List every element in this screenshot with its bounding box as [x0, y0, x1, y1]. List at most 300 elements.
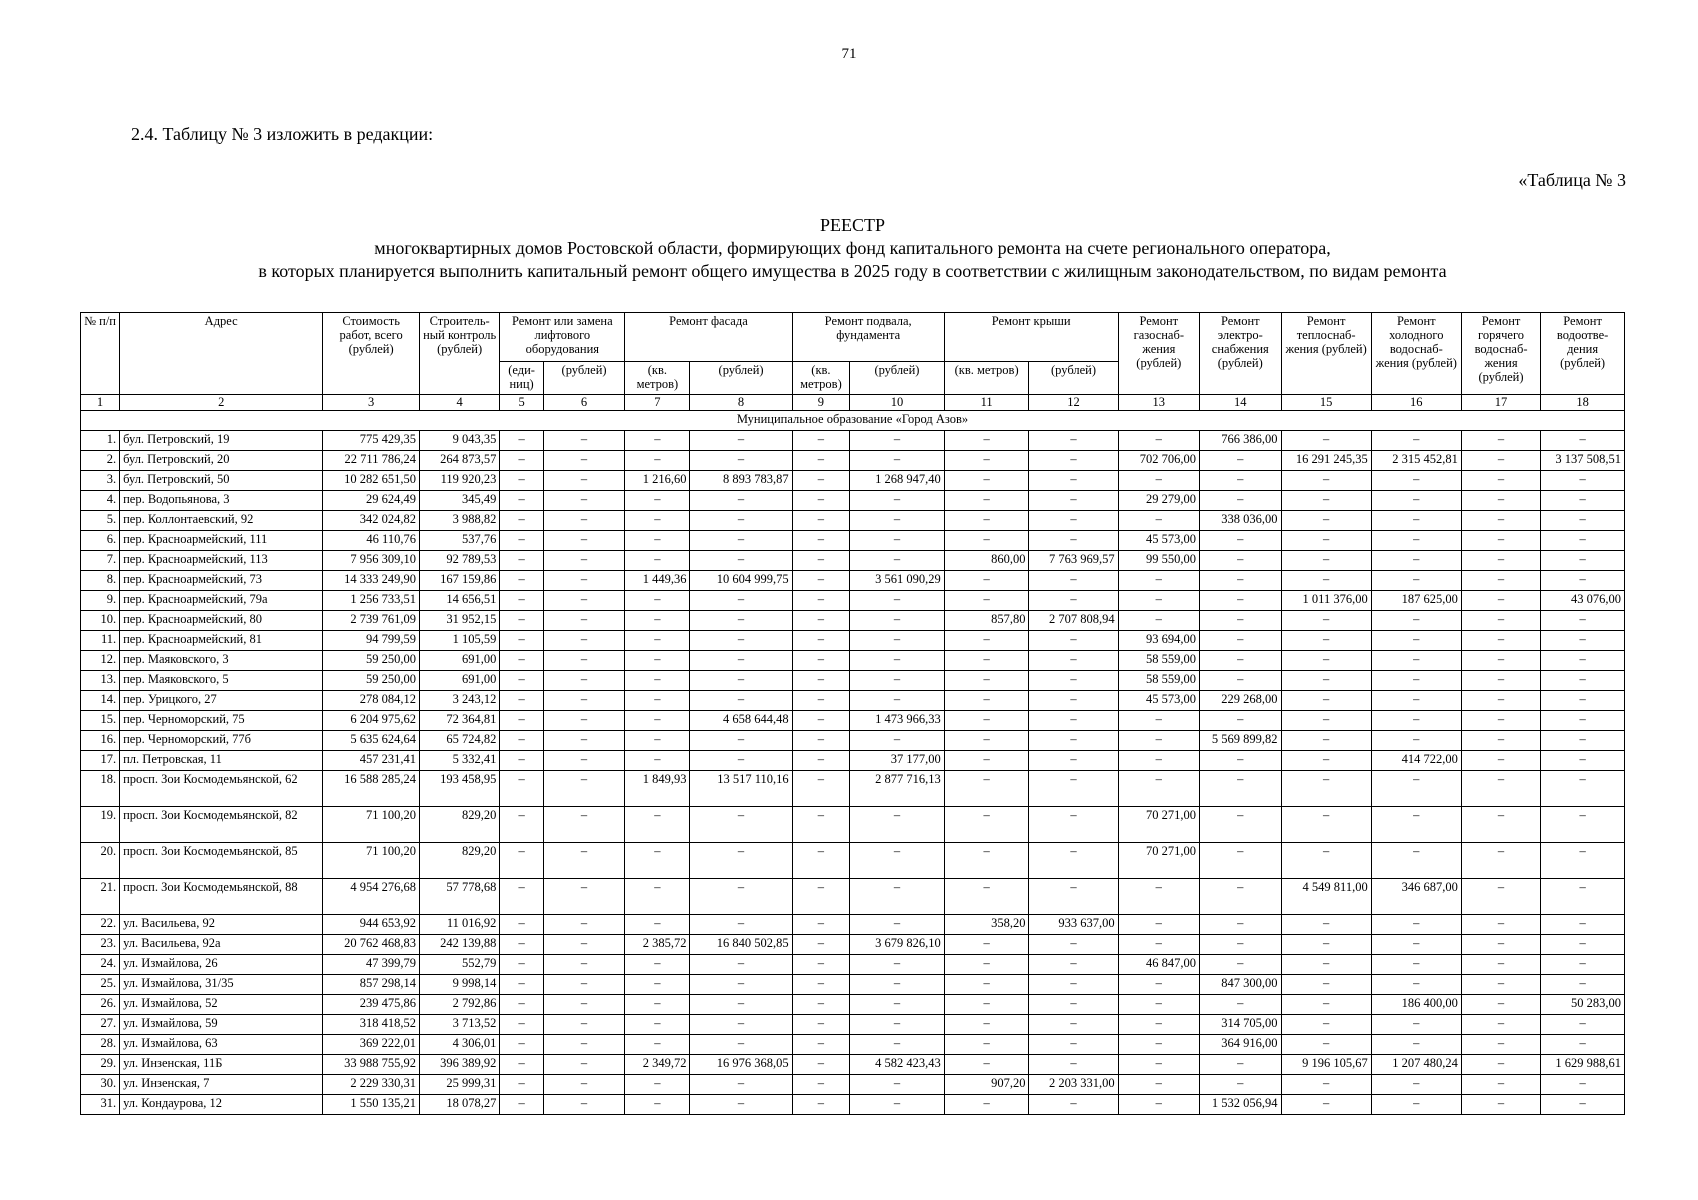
- value-cell: –: [543, 915, 624, 935]
- value-cell: –: [1029, 671, 1118, 691]
- value-cell: –: [625, 611, 690, 631]
- value-cell: –: [500, 975, 543, 995]
- value-cell: –: [1200, 843, 1281, 879]
- value-cell: –: [1371, 631, 1461, 651]
- value-cell: –: [1371, 955, 1461, 975]
- value-cell: –: [1029, 935, 1118, 955]
- value-cell: –: [543, 975, 624, 995]
- value-cell: 239 475,86: [323, 995, 420, 1015]
- row-number-cell: 5.: [81, 511, 120, 531]
- value-cell: 45 573,00: [1118, 691, 1199, 711]
- address-cell: пер. Красноармейский, 81: [120, 631, 323, 651]
- value-cell: –: [690, 551, 792, 571]
- value-cell: –: [1371, 935, 1461, 955]
- value-cell: –: [1281, 731, 1371, 751]
- value-cell: –: [1461, 1075, 1540, 1095]
- row-number-cell: 27.: [81, 1015, 120, 1035]
- value-cell: –: [1461, 451, 1540, 471]
- value-cell: –: [500, 1035, 543, 1055]
- value-cell: –: [792, 591, 850, 611]
- value-cell: –: [1281, 491, 1371, 511]
- value-cell: 1 449,36: [625, 571, 690, 591]
- value-cell: –: [1029, 631, 1118, 651]
- value-cell: –: [625, 1035, 690, 1055]
- value-cell: –: [1541, 531, 1625, 551]
- value-cell: –: [1200, 751, 1281, 771]
- value-cell: –: [1118, 571, 1199, 591]
- value-cell: 9 043,35: [419, 431, 499, 451]
- value-cell: –: [1281, 431, 1371, 451]
- value-cell: 3 243,12: [419, 691, 499, 711]
- value-cell: –: [792, 571, 850, 591]
- value-cell: –: [1029, 591, 1118, 611]
- value-cell: –: [944, 1095, 1029, 1115]
- title-line-3: в которых планируется выполнить капитальный ремонт общего имущества в 2025 году в соответствии с жилищным законодательством, по видам ремонта: [258, 261, 1447, 281]
- value-cell: –: [1118, 1075, 1199, 1095]
- value-cell: –: [690, 591, 792, 611]
- row-number-cell: 22.: [81, 915, 120, 935]
- value-cell: 59 250,00: [323, 651, 420, 671]
- value-cell: 345,49: [419, 491, 499, 511]
- value-cell: –: [690, 451, 792, 471]
- table-row: [81, 1095, 1625, 1115]
- column-number: 7: [625, 395, 690, 411]
- value-cell: –: [944, 935, 1029, 955]
- value-cell: –: [543, 807, 624, 843]
- table-label: «Таблица № 3: [1518, 170, 1626, 190]
- value-cell: 2 229 330,31: [323, 1075, 420, 1095]
- value-cell: –: [792, 879, 850, 915]
- value-cell: –: [690, 807, 792, 843]
- value-cell: –: [850, 691, 945, 711]
- value-cell: –: [1281, 1035, 1371, 1055]
- value-cell: 25 999,31: [419, 1075, 499, 1095]
- value-cell: –: [1200, 571, 1281, 591]
- value-cell: –: [690, 1035, 792, 1055]
- value-cell: –: [690, 879, 792, 915]
- address-cell: пер. Черноморский, 75: [120, 711, 323, 731]
- registry-table: [80, 312, 1625, 1115]
- value-cell: –: [625, 731, 690, 751]
- value-cell: –: [1541, 631, 1625, 651]
- value-cell: –: [1118, 995, 1199, 1015]
- value-cell: –: [1371, 651, 1461, 671]
- value-cell: –: [1200, 771, 1281, 807]
- value-cell: –: [500, 935, 543, 955]
- value-cell: –: [944, 1055, 1029, 1075]
- value-cell: 50 283,00: [1541, 995, 1625, 1015]
- value-cell: –: [1118, 731, 1199, 751]
- value-cell: –: [1029, 995, 1118, 1015]
- value-cell: –: [625, 1075, 690, 1095]
- value-cell: –: [500, 1015, 543, 1035]
- table-row: [81, 843, 1625, 879]
- value-cell: –: [690, 611, 792, 631]
- value-cell: –: [690, 491, 792, 511]
- value-cell: –: [1371, 691, 1461, 711]
- value-cell: 4 954 276,68: [323, 879, 420, 915]
- value-cell: –: [690, 1075, 792, 1095]
- table-row: [81, 955, 1625, 975]
- value-cell: 4 582 423,43: [850, 1055, 945, 1075]
- address-cell: пер. Красноармейский, 113: [120, 551, 323, 571]
- value-cell: –: [1281, 1075, 1371, 1095]
- value-cell: –: [625, 551, 690, 571]
- table-row: [81, 431, 1625, 451]
- value-cell: –: [500, 691, 543, 711]
- value-cell: –: [543, 935, 624, 955]
- value-cell: 1 849,93: [625, 771, 690, 807]
- value-cell: –: [1029, 975, 1118, 995]
- header-lift: Ремонт или замена лифтового оборудования: [500, 313, 625, 362]
- row-number-cell: 4.: [81, 491, 120, 511]
- row-number-cell: 6.: [81, 531, 120, 551]
- value-cell: –: [1281, 995, 1371, 1015]
- value-cell: –: [850, 1015, 945, 1035]
- value-cell: –: [543, 571, 624, 591]
- value-cell: –: [1118, 1095, 1199, 1115]
- value-cell: –: [543, 551, 624, 571]
- row-number-cell: 14.: [81, 691, 120, 711]
- value-cell: –: [1118, 751, 1199, 771]
- value-cell: –: [850, 1075, 945, 1095]
- value-cell: 691,00: [419, 671, 499, 691]
- value-cell: –: [1281, 771, 1371, 807]
- value-cell: –: [1200, 1055, 1281, 1075]
- value-cell: –: [500, 531, 543, 551]
- value-cell: –: [1281, 551, 1371, 571]
- address-cell: пер. Коллонтаевский, 92: [120, 511, 323, 531]
- row-number-cell: 15.: [81, 711, 120, 731]
- header-lift-rubles: (рублей): [543, 362, 624, 395]
- value-cell: –: [1200, 711, 1281, 731]
- table-row: [81, 731, 1625, 751]
- value-cell: –: [1118, 1015, 1199, 1035]
- value-cell: –: [1029, 955, 1118, 975]
- value-cell: –: [1029, 751, 1118, 771]
- value-cell: –: [1118, 935, 1199, 955]
- value-cell: –: [543, 1035, 624, 1055]
- value-cell: –: [944, 751, 1029, 771]
- address-cell: ул. Измайлова, 63: [120, 1035, 323, 1055]
- value-cell: 414 722,00: [1371, 751, 1461, 771]
- value-cell: –: [1118, 511, 1199, 531]
- value-cell: –: [1371, 915, 1461, 935]
- value-cell: –: [1371, 471, 1461, 491]
- value-cell: –: [1281, 1095, 1371, 1115]
- table-row: [81, 1055, 1625, 1075]
- value-cell: –: [500, 571, 543, 591]
- value-cell: –: [625, 711, 690, 731]
- address-cell: просп. Зои Космодемьянской, 82: [120, 807, 323, 843]
- value-cell: –: [1029, 731, 1118, 751]
- value-cell: –: [1200, 631, 1281, 651]
- value-cell: 46 110,76: [323, 531, 420, 551]
- address-cell: ул. Кондаурова, 12: [120, 1095, 323, 1115]
- row-number-cell: 18.: [81, 771, 120, 807]
- value-cell: 94 799,59: [323, 631, 420, 651]
- value-cell: –: [1371, 551, 1461, 571]
- table-row: [81, 751, 1625, 771]
- value-cell: –: [625, 975, 690, 995]
- value-cell: 1 207 480,24: [1371, 1055, 1461, 1075]
- value-cell: –: [1371, 571, 1461, 591]
- value-cell: –: [1371, 431, 1461, 451]
- value-cell: –: [690, 1095, 792, 1115]
- value-cell: –: [1541, 843, 1625, 879]
- value-cell: –: [1461, 651, 1540, 671]
- row-number-cell: 7.: [81, 551, 120, 571]
- municipality-name: Муниципальное образование «Город Азов»: [81, 411, 1625, 431]
- value-cell: –: [500, 491, 543, 511]
- value-cell: –: [625, 671, 690, 691]
- value-cell: –: [500, 1075, 543, 1095]
- value-cell: 2 349,72: [625, 1055, 690, 1075]
- value-cell: 11 016,92: [419, 915, 499, 935]
- table-row: [81, 879, 1625, 915]
- row-number-cell: 21.: [81, 879, 120, 915]
- value-cell: –: [543, 843, 624, 879]
- value-cell: –: [792, 1095, 850, 1115]
- value-cell: –: [500, 511, 543, 531]
- value-cell: –: [690, 731, 792, 751]
- value-cell: –: [543, 995, 624, 1015]
- value-cell: 318 418,52: [323, 1015, 420, 1035]
- row-number-cell: 19.: [81, 807, 120, 843]
- value-cell: 70 271,00: [1118, 807, 1199, 843]
- value-cell: –: [944, 879, 1029, 915]
- value-cell: –: [1461, 531, 1540, 551]
- value-cell: –: [1461, 843, 1540, 879]
- header-heat: Ремонт теплоснаб-жения (рублей): [1281, 313, 1371, 395]
- value-cell: –: [690, 843, 792, 879]
- value-cell: –: [543, 879, 624, 915]
- value-cell: –: [500, 1055, 543, 1075]
- value-cell: –: [792, 1015, 850, 1035]
- value-cell: 10 604 999,75: [690, 571, 792, 591]
- value-cell: 58 559,00: [1118, 651, 1199, 671]
- value-cell: –: [850, 531, 945, 551]
- value-cell: –: [850, 915, 945, 935]
- value-cell: –: [850, 671, 945, 691]
- value-cell: 3 713,52: [419, 1015, 499, 1035]
- value-cell: –: [543, 491, 624, 511]
- value-cell: –: [1461, 807, 1540, 843]
- table-row: [81, 1015, 1625, 1035]
- address-cell: ул. Васильева, 92: [120, 915, 323, 935]
- value-cell: 2 707 808,94: [1029, 611, 1118, 631]
- value-cell: –: [625, 915, 690, 935]
- value-cell: –: [500, 471, 543, 491]
- value-cell: 16 840 502,85: [690, 935, 792, 955]
- value-cell: 364 916,00: [1200, 1035, 1281, 1055]
- value-cell: –: [944, 671, 1029, 691]
- address-cell: бул. Петровский, 50: [120, 471, 323, 491]
- value-cell: –: [944, 431, 1029, 451]
- value-cell: –: [1541, 551, 1625, 571]
- value-cell: –: [543, 451, 624, 471]
- value-cell: 314 705,00: [1200, 1015, 1281, 1035]
- value-cell: –: [543, 511, 624, 531]
- title-line-2: многоквартирных домов Ростовской области, формирующих фонд капитального ремонта на счете регионального оператора,: [374, 238, 1331, 258]
- table-row: [81, 531, 1625, 551]
- value-cell: –: [1281, 511, 1371, 531]
- value-cell: –: [1541, 471, 1625, 491]
- column-number: 16: [1371, 395, 1461, 411]
- value-cell: –: [543, 1075, 624, 1095]
- value-cell: –: [1281, 711, 1371, 731]
- value-cell: 4 306,01: [419, 1035, 499, 1055]
- value-cell: –: [1029, 1055, 1118, 1075]
- address-cell: ул. Измайлова, 31/35: [120, 975, 323, 995]
- table-row: [81, 995, 1625, 1015]
- value-cell: –: [625, 1015, 690, 1035]
- value-cell: 2 792,86: [419, 995, 499, 1015]
- row-number-cell: 17.: [81, 751, 120, 771]
- table-row: [81, 771, 1625, 807]
- value-cell: –: [1541, 491, 1625, 511]
- value-cell: –: [944, 451, 1029, 471]
- address-cell: просп. Зои Космодемьянской, 62: [120, 771, 323, 807]
- value-cell: –: [1029, 1035, 1118, 1055]
- value-cell: –: [1200, 935, 1281, 955]
- header-address: Адрес: [120, 313, 323, 395]
- value-cell: –: [1461, 551, 1540, 571]
- value-cell: 396 389,92: [419, 1055, 499, 1075]
- value-cell: 37 177,00: [850, 751, 945, 771]
- value-cell: –: [1200, 491, 1281, 511]
- value-cell: –: [792, 511, 850, 531]
- value-cell: –: [500, 995, 543, 1015]
- value-cell: –: [543, 1015, 624, 1035]
- value-cell: 65 724,82: [419, 731, 499, 751]
- row-number-cell: 26.: [81, 995, 120, 1015]
- value-cell: 242 139,88: [419, 935, 499, 955]
- value-cell: 264 873,57: [419, 451, 499, 471]
- value-cell: –: [792, 611, 850, 631]
- value-cell: –: [792, 1035, 850, 1055]
- value-cell: –: [944, 531, 1029, 551]
- value-cell: –: [500, 451, 543, 471]
- value-cell: –: [1371, 511, 1461, 531]
- value-cell: –: [792, 731, 850, 751]
- value-cell: –: [1371, 1095, 1461, 1115]
- column-number: 3: [323, 395, 420, 411]
- value-cell: –: [690, 975, 792, 995]
- value-cell: –: [1200, 471, 1281, 491]
- value-cell: –: [500, 551, 543, 571]
- value-cell: –: [1281, 807, 1371, 843]
- header-basement: Ремонт подвала, фундамента: [792, 313, 944, 362]
- value-cell: –: [1541, 955, 1625, 975]
- address-cell: пер. Урицкого, 27: [120, 691, 323, 711]
- row-number-cell: 31.: [81, 1095, 120, 1115]
- value-cell: –: [944, 731, 1029, 751]
- value-cell: –: [792, 751, 850, 771]
- value-cell: –: [500, 771, 543, 807]
- row-number-cell: 12.: [81, 651, 120, 671]
- value-cell: 1 550 135,21: [323, 1095, 420, 1115]
- value-cell: –: [1371, 1075, 1461, 1095]
- value-cell: –: [850, 611, 945, 631]
- value-cell: –: [1371, 491, 1461, 511]
- row-number-cell: 2.: [81, 451, 120, 471]
- value-cell: –: [1541, 651, 1625, 671]
- value-cell: –: [1461, 935, 1540, 955]
- value-cell: 9 196 105,67: [1281, 1055, 1371, 1075]
- column-number: 10: [850, 395, 945, 411]
- value-cell: –: [1461, 631, 1540, 651]
- value-cell: –: [625, 651, 690, 671]
- value-cell: –: [792, 631, 850, 651]
- row-number-cell: 16.: [81, 731, 120, 751]
- value-cell: –: [792, 711, 850, 731]
- address-cell: пер. Красноармейский, 73: [120, 571, 323, 591]
- row-number-cell: 24.: [81, 955, 120, 975]
- value-cell: 1 011 376,00: [1281, 591, 1371, 611]
- value-cell: –: [690, 995, 792, 1015]
- header-electric: Ремонт электро-снабжения (рублей): [1200, 313, 1281, 395]
- value-cell: –: [1371, 975, 1461, 995]
- value-cell: –: [500, 731, 543, 751]
- value-cell: 16 588 285,24: [323, 771, 420, 807]
- header-roof-rubles: (рублей): [1029, 362, 1118, 395]
- value-cell: 342 024,82: [323, 511, 420, 531]
- value-cell: 358,20: [944, 915, 1029, 935]
- value-cell: 1 105,59: [419, 631, 499, 651]
- address-cell: ул. Измайлова, 59: [120, 1015, 323, 1035]
- value-cell: –: [1029, 571, 1118, 591]
- table-row: [81, 591, 1625, 611]
- value-cell: 847 300,00: [1200, 975, 1281, 995]
- value-cell: –: [850, 1035, 945, 1055]
- value-cell: –: [850, 431, 945, 451]
- value-cell: –: [1200, 611, 1281, 631]
- value-cell: –: [850, 995, 945, 1015]
- value-cell: –: [1200, 915, 1281, 935]
- value-cell: 2 877 716,13: [850, 771, 945, 807]
- value-cell: –: [1200, 551, 1281, 571]
- value-cell: 346 687,00: [1371, 879, 1461, 915]
- value-cell: –: [543, 955, 624, 975]
- value-cell: –: [690, 631, 792, 651]
- column-number: 6: [543, 395, 624, 411]
- address-cell: пер. Маяковского, 3: [120, 651, 323, 671]
- value-cell: 1 256 733,51: [323, 591, 420, 611]
- value-cell: –: [625, 631, 690, 651]
- value-cell: 860,00: [944, 551, 1029, 571]
- table-row: [81, 1035, 1625, 1055]
- value-cell: –: [1200, 651, 1281, 671]
- value-cell: –: [1281, 935, 1371, 955]
- address-cell: ул. Васильева, 92а: [120, 935, 323, 955]
- value-cell: 58 559,00: [1118, 671, 1199, 691]
- value-cell: –: [1541, 975, 1625, 995]
- table-header: [81, 313, 1625, 411]
- column-number: 9: [792, 395, 850, 411]
- value-cell: 92 789,53: [419, 551, 499, 571]
- value-cell: –: [1029, 651, 1118, 671]
- table-row: [81, 975, 1625, 995]
- value-cell: –: [1371, 843, 1461, 879]
- value-cell: –: [1200, 1075, 1281, 1095]
- value-cell: –: [1029, 471, 1118, 491]
- value-cell: 338 036,00: [1200, 511, 1281, 531]
- value-cell: –: [850, 807, 945, 843]
- value-cell: –: [690, 531, 792, 551]
- value-cell: –: [1029, 1015, 1118, 1035]
- value-cell: –: [1029, 807, 1118, 843]
